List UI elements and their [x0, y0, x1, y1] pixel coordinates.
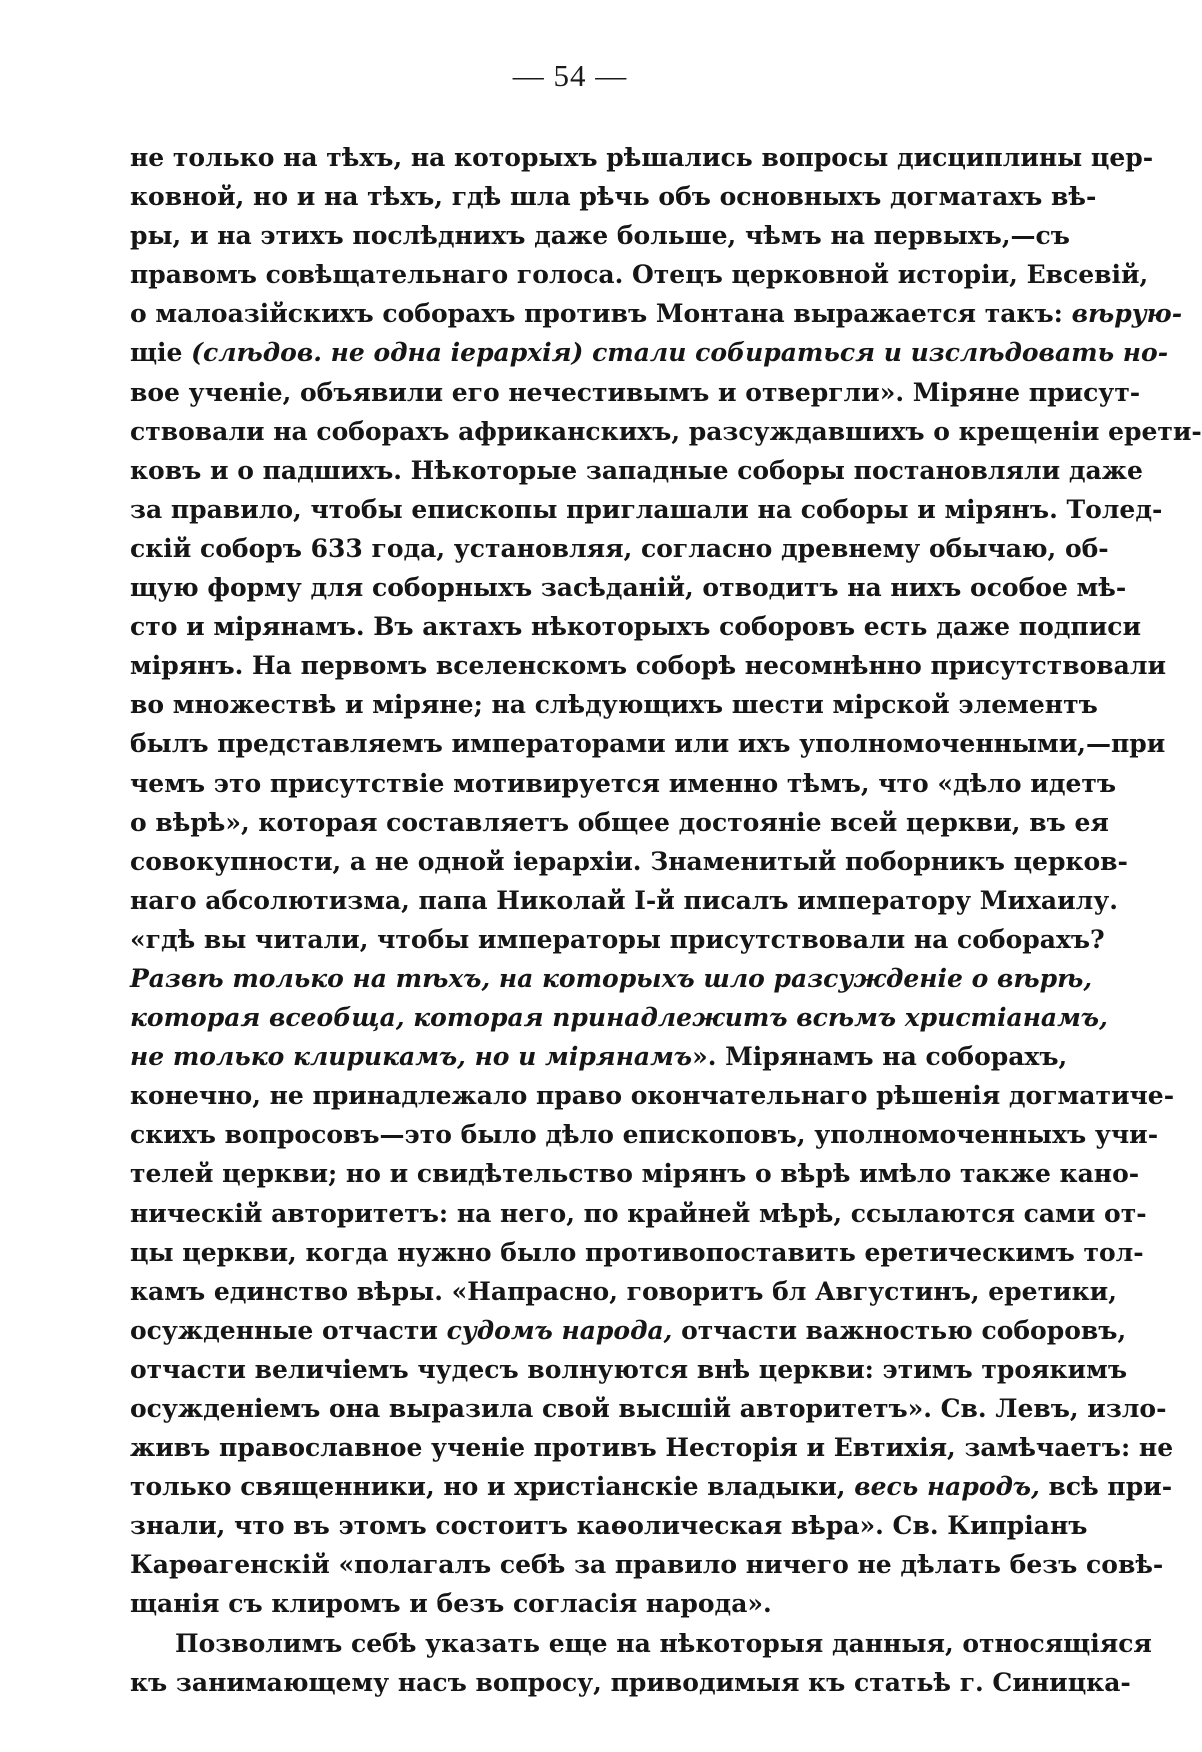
text-segment: Позволимъ себѣ указать еще на нѣкоторыя данныя, относящіяся	[175, 1628, 1152, 1658]
italic-segment: весь народъ,	[854, 1472, 1040, 1502]
text-segment: осужденные отчасти	[130, 1315, 447, 1345]
italic-segment: которая всеобща, которая принадлежитъ всѣмъ христіанамъ,	[130, 1003, 1108, 1033]
text-segment: о вѣрѣ», которая составляетъ общее достояніе всей церкви, въ ея	[130, 807, 1109, 837]
italic-segment: не только клирикамъ, но и мірянамъ	[130, 1042, 693, 1072]
text-line	[130, 1389, 1167, 1428]
text-line	[130, 881, 1118, 920]
text-line	[130, 1506, 1088, 1545]
text-segment: ствовали на соборахъ африканскихъ, разсуждавшихъ о крещеніи ерети-	[130, 416, 1202, 446]
text-segment: цы церкви, когда нужно было противопоставить еретическимъ тол-	[130, 1237, 1144, 1267]
text-segment: за правило, чтобы епископы приглашали на соборы и мірянъ. Толед-	[130, 494, 1163, 524]
text-line	[130, 920, 1105, 959]
text-segment: ры, и на этихъ послѣднихъ даже больше, чѣмъ на первыхъ,—съ	[130, 221, 1070, 251]
italic-segment: Развѣ только на тѣхъ, на которыхъ шло разсужденіе о вѣрѣ,	[130, 963, 1093, 993]
text-line	[130, 1428, 1174, 1467]
text-line	[130, 1154, 1140, 1193]
text-line	[130, 490, 1163, 529]
text-segment: живъ православное ученіе противъ Несторія и Евтихія, замѣчаетъ: не	[130, 1433, 1174, 1463]
text-line	[130, 294, 1183, 333]
text-line	[130, 1115, 1159, 1154]
italic-segment: вѣрую-	[1071, 299, 1183, 329]
italic-segment: судомъ народа,	[446, 1315, 673, 1345]
text-segment: къ занимающему насъ вопросу, приводимыя къ статьѣ г. Синицка-	[130, 1667, 1131, 1697]
text-segment: скій соборъ 633 года, установляя, согласно древнему обычаю, об-	[130, 533, 1109, 563]
text-segment: «гдѣ вы читали, чтобы императоры присутствовали на соборахъ?	[130, 924, 1105, 954]
text-segment: отчасти величіемъ чудесъ волнуются внѣ церкви: этимъ троякимъ	[130, 1354, 1127, 1384]
text-segment: сто и мірянамъ. Въ актахъ нѣкоторыхъ соборовъ есть даже подписи	[130, 612, 1142, 642]
text-line	[130, 803, 1109, 842]
text-segment: осужденіемъ она выразила свой высшій авторитетъ». Св. Левъ, изло-	[130, 1394, 1167, 1423]
text-line	[130, 333, 1169, 372]
text-segment: былъ представляемъ императорами или ихъ уполномоченными,—при	[130, 729, 1166, 759]
text-line	[130, 764, 1117, 803]
text-line	[130, 529, 1109, 568]
page-number: — 54 —	[512, 58, 628, 93]
text-line	[130, 568, 1127, 607]
text-line	[130, 412, 1202, 451]
text-segment: отчасти важностью соборовъ,	[672, 1315, 1127, 1345]
text-line	[130, 607, 1142, 646]
text-line	[130, 1467, 1173, 1506]
text-segment: вое ученіе, объявили его нечестивымъ и отвергли». Міряне присут-	[130, 377, 1141, 407]
text-segment: щіе	[130, 338, 183, 368]
text-line	[130, 724, 1166, 763]
text-segment: всѣ при-	[1039, 1472, 1173, 1502]
text-segment: телей церкви; но и свидѣтельство мірянъ о вѣрѣ имѣло также кано-	[130, 1159, 1140, 1189]
text-segment: мірянъ. На первомъ вселенскомъ соборѣ несомнѣнно присутствовали	[130, 651, 1166, 681]
text-segment: совокупности, а не одной іерархіи. Знаменитый поборникъ церков-	[130, 846, 1128, 876]
text-line	[130, 1545, 1164, 1584]
text-line	[130, 1233, 1144, 1272]
text-line	[130, 646, 1166, 685]
text-line	[130, 1311, 1127, 1350]
text-line	[130, 177, 1097, 216]
text-line	[130, 1584, 1062, 1623]
text-segment: конечно, не принадлежало право окончательнаго рѣшенія догматиче-	[130, 1081, 1175, 1111]
text-line	[130, 1194, 1147, 1233]
text-line	[130, 1037, 1068, 1076]
text-line	[130, 1272, 1117, 1311]
text-segment: во множествѣ и міряне; на слѣдующихъ шести мірской элементъ	[130, 690, 1098, 720]
text-line	[130, 1663, 1131, 1702]
text-segment: только священники, но и христіанскіе владыки,	[130, 1472, 855, 1502]
text-line	[130, 451, 1143, 490]
text-segment: ковной, но и на тѣхъ, гдѣ шла рѣчь объ основныхъ догматахъ вѣ-	[130, 182, 1097, 212]
italic-segment: (слѣдов. не одна іерархія) стали собираться и изслѣдовать но-	[182, 338, 1169, 368]
text-segment: скихъ вопросовъ—это было дѣло епископовъ, уполномоченныхъ учи-	[130, 1120, 1159, 1150]
text-segment: знали, что въ этомъ состоитъ каѳолическая вѣра». Св. Кипріанъ	[130, 1511, 1088, 1541]
text-segment: Карѳагенскій «полагалъ себѣ за правило ничего не дѣлать безъ совѣ-	[130, 1550, 1164, 1580]
text-segment: камъ единство вѣры. «Напрасно, говоритъ бл Августинъ, еретики,	[130, 1276, 1117, 1306]
text-segment: о малоазійскихъ соборахъ противъ Монтана выражается такъ:	[130, 299, 1072, 329]
text-segment: не только на тѣхъ, на которыхъ рѣшались вопросы дисциплины цер-	[130, 143, 1154, 172]
text-segment: ническій авторитетъ: на него, по крайней мѣрѣ, ссылаются сами от-	[130, 1198, 1147, 1228]
text-line	[130, 1076, 1175, 1115]
body-text	[130, 138, 1202, 1702]
text-line	[130, 998, 1108, 1037]
text-line	[130, 373, 1141, 412]
text-line	[130, 842, 1128, 881]
text-segment: ». Мірянамъ на соборахъ,	[692, 1042, 1068, 1072]
text-line	[130, 138, 1154, 177]
text-line	[130, 685, 1098, 724]
text-line	[130, 959, 1093, 998]
text-line	[130, 1624, 1152, 1663]
text-line	[130, 255, 1149, 294]
text-segment: щанія съ клиромъ и безъ согласія народа».	[130, 1589, 772, 1619]
text-line	[130, 1350, 1127, 1389]
text-line	[130, 216, 1070, 255]
text-segment: наго абсолютизма, папа Николай I-й писалъ императору Михаилу.	[130, 885, 1118, 915]
text-segment: чемъ это присутствіе мотивируется именно тѣмъ, что «дѣло идетъ	[130, 768, 1117, 798]
text-segment: щую форму для соборныхъ засѣданій, отводитъ на нихъ особое мѣ-	[130, 573, 1127, 603]
text-segment: ковъ и о падшихъ. Нѣкоторые западные соборы постановляли даже	[130, 455, 1143, 485]
text-segment: правомъ совѣщательнаго голоса. Отецъ церковной исторіи, Евсевій,	[130, 260, 1149, 290]
